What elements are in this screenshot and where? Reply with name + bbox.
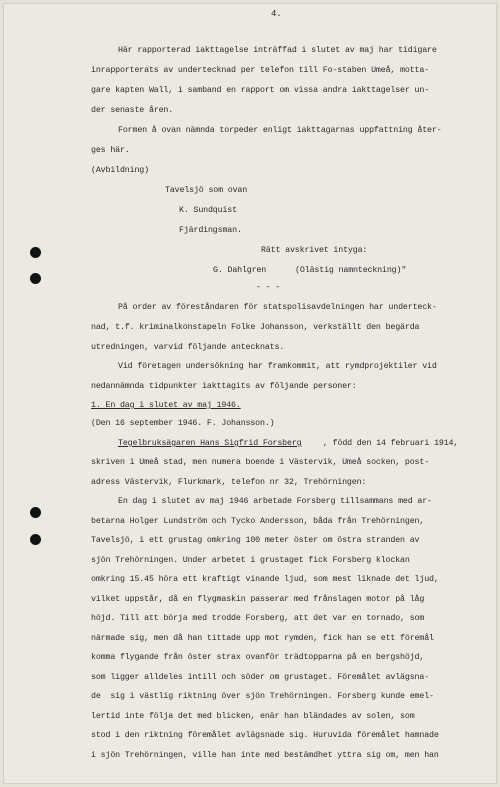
text-line: utredningen, varvid följande antecknats. (91, 343, 285, 352)
text-line: vilket uppstår, då en flygmaskin passerar med frånslagen motor på låg (91, 595, 425, 604)
text-line: Här rapporterad iakttagelse inträffad i slutet av maj har tidigare (118, 46, 437, 55)
text-line: Fjärdingsman. (179, 226, 242, 235)
text-line: inrapporterats av undertecknad per telefon till Fo-staben Umeå, motta- (91, 66, 430, 75)
text-line: En dag i slutet av maj 1946 arbetade Forsberg tillsammans med ar- (118, 497, 432, 506)
text-line: K. Sundquist (179, 206, 237, 215)
text-line: skriven i Umeå stad, men numera boende i Västervik, Umeå socken, post- (91, 458, 430, 467)
text-line: ges här. (91, 146, 130, 155)
text-line: , född den 14 februari 1914, (323, 439, 459, 448)
text-line: omkring 15.45 höra ett kraftigt vinande ljud, som mest liknade det ljud, (91, 575, 439, 584)
text-line: Rätt avskrivet intyga: (261, 246, 368, 255)
document-page (3, 3, 497, 784)
text-line: betarna Holger Lundström och Tycko Andersson, båda från Trehörningen, (91, 517, 425, 526)
text-line: närmade sig, men då han tittade upp mot rymden, fick han se ett föremål (91, 634, 434, 643)
text-line: Formen å ovan nämnda torpeder enligt iakttagarnas uppfattning åter- (118, 126, 442, 135)
punch-hole (30, 273, 41, 284)
text-line: (Den 16 september 1946. F. Johansson.) (91, 419, 275, 428)
text-line: Vid företagen undersökning har framkommit, att rymdprojektiler vid (118, 362, 437, 371)
page-number: 4. (271, 9, 282, 19)
text-line: G. Dahlgren (Olästig namnteckning)" (213, 266, 407, 275)
text-line: Tavelsjö, i ett grustag omkring 100 meter öster om östra stranden av (91, 536, 420, 545)
punch-hole (30, 247, 41, 258)
punch-hole (30, 534, 41, 545)
text-line: På order av föreståndaren för statspolisavdelningen har underteck- (118, 303, 437, 312)
text-line: der senaste åren. (91, 106, 174, 115)
text-line: nedannämnda tidpunkter iakttagits av följande personer: (91, 382, 357, 391)
text-line: som ligger alldeles intill och söder om grustaget. Föremålet avlägsna- (91, 673, 430, 682)
text-line: 1. En dag i slutet av maj 1946. (91, 401, 241, 410)
text-line: höjd. Till att börja med trodde Forsberg, att det var en tornado, som (91, 614, 425, 623)
punch-hole (30, 507, 41, 518)
text-line: adress Västervik, Flurkmark, telefon nr 32, Trehörningen: (91, 478, 367, 487)
text-line: sjön Trehörningen. Under arbetet i grustaget fick Forsberg klockan (91, 556, 410, 565)
text-line: stod i den riktning föremålet avlägsnade sig. Huruvida föremålet hamnade (91, 731, 439, 740)
text-line: komma flygande från öster strax ovanför trädtopparna på en bergshöjd, (91, 653, 425, 662)
text-line: (Avbildning) (91, 166, 149, 175)
text-line: Tavelsjö som ovan (165, 186, 248, 195)
text-line: nad, t.f. kriminalkonstapeln Folke Johansson, verkställt den begärda (91, 323, 420, 332)
text-line: lertid inte följa det med blicken, enär han bländades av solen, som (91, 712, 415, 721)
text-line: gare kapten Wall, i samband en rapport om vissa andra iakttagelser un- (91, 86, 430, 95)
text-line: - - - (256, 283, 281, 292)
text-line: Tegelbruksägaren Hans Sigfrid Forsberg (118, 439, 302, 448)
text-line: i sjön Trehörningen, ville han inte med bestämdhet yttra sig om, men han (91, 751, 439, 760)
text-line: de sig i västlig riktning över sjön Trehörningen. Forsberg kunde emel- (91, 692, 434, 701)
